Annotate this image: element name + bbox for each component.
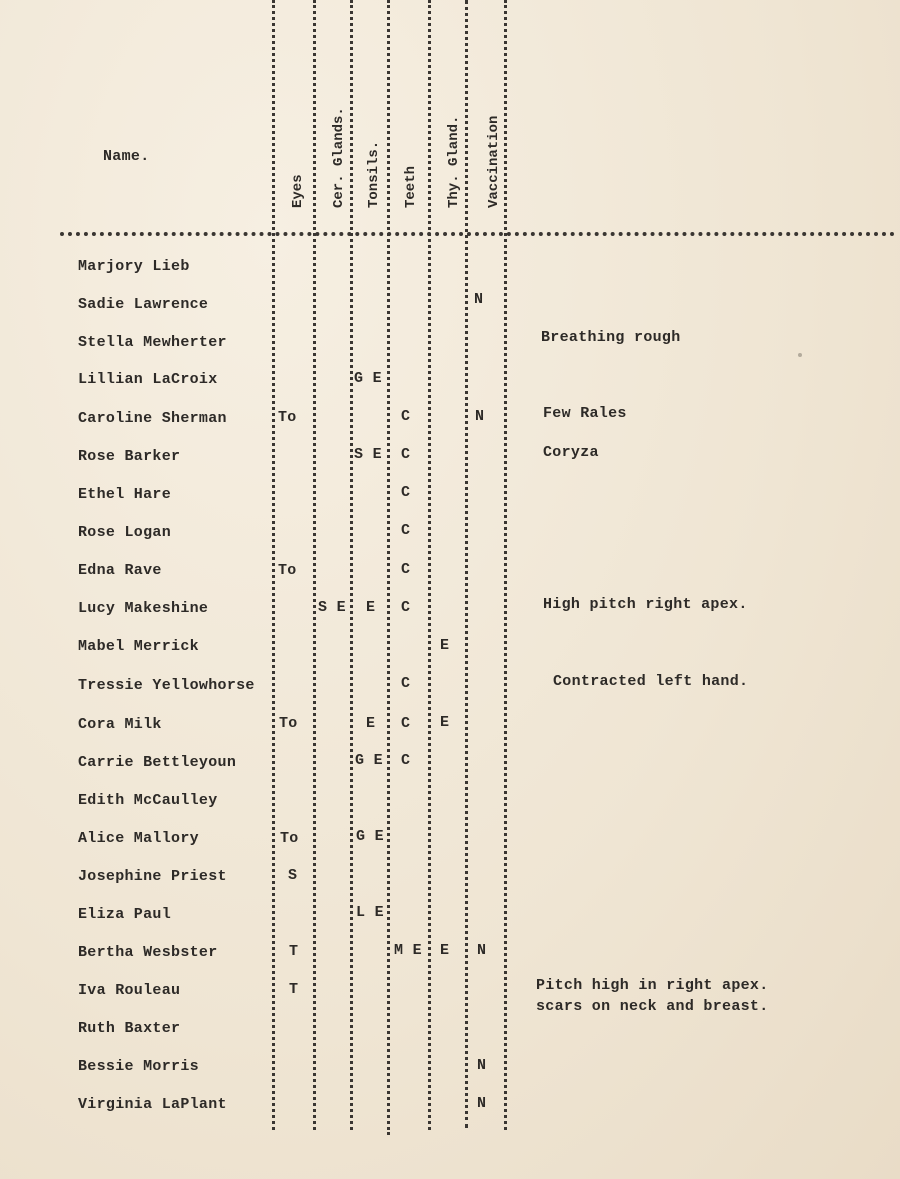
student-name: Mabel Merrick [78, 638, 199, 655]
eyes-mark: T [289, 943, 299, 960]
student-name: Edith McCaulley [78, 792, 218, 809]
vaccination-mark: N [477, 1095, 487, 1112]
column-header-cer-glands: Cer. Glands. [331, 107, 347, 208]
teeth-mark: C [401, 522, 411, 539]
column-rule [350, 0, 353, 1130]
remark-line-2: scars on neck and breast. [536, 998, 769, 1015]
thy-gland-mark: E [440, 942, 450, 959]
teeth-mark: C [401, 675, 411, 692]
remark: Pitch high in right apex. [536, 977, 769, 994]
student-name: Bertha Wesbster [78, 944, 218, 961]
eyes-mark: To [278, 562, 297, 579]
tonsils-mark: E [366, 715, 376, 732]
tonsils-mark: G E [354, 370, 382, 387]
remark: Few Rales [543, 405, 627, 422]
column-header-tonsils: Tonsils. [366, 140, 382, 208]
student-name: Ruth Baxter [78, 1020, 181, 1037]
student-name: Josephine Priest [78, 868, 227, 885]
column-header-vaccination: Vaccination [486, 115, 502, 208]
student-name: Bessie Morris [78, 1058, 199, 1075]
name-column-header: Name. [103, 148, 150, 165]
column-rule [428, 0, 431, 1130]
student-name: Sadie Lawrence [78, 296, 209, 313]
student-name: Stella Mewherter [78, 334, 227, 351]
student-name: Eliza Paul [78, 906, 172, 923]
student-name: Carrie Bettleyoun [78, 754, 237, 771]
cer-glands-mark: S E [318, 599, 346, 616]
student-name: Rose Logan [78, 524, 172, 541]
tonsils-mark: S E [354, 446, 382, 463]
column-header-thy-gland: Thy. Gland. [446, 115, 462, 208]
vaccination-mark: N [475, 408, 485, 425]
column-rule [272, 0, 275, 1130]
eyes-mark: S [288, 867, 298, 884]
student-name: Edna Rave [78, 562, 162, 579]
paper-speck [798, 353, 802, 357]
student-name: Lillian LaCroix [78, 371, 218, 388]
student-name: Tressie Yellowhorse [78, 677, 255, 694]
eyes-mark: To [278, 409, 297, 426]
remark: Breathing rough [541, 329, 681, 346]
student-name: Caroline Sherman [78, 410, 227, 427]
vaccination-mark: N [474, 291, 484, 308]
column-header-teeth: Teeth [403, 165, 419, 208]
eyes-mark: T [289, 981, 299, 998]
vaccination-mark: N [477, 942, 487, 959]
eyes-mark: To [280, 830, 299, 847]
student-name: Lucy Makeshine [78, 600, 209, 617]
teeth-mark: C [401, 752, 411, 769]
student-name: Marjory Lieb [78, 258, 190, 275]
eyes-mark: To [279, 715, 298, 732]
teeth-mark: C [401, 715, 411, 732]
student-name: Iva Rouleau [78, 982, 181, 999]
teeth-mark: C [401, 484, 411, 501]
column-header-eyes: Eyes [290, 174, 306, 208]
column-rule [504, 0, 507, 1130]
teeth-mark: C [401, 599, 411, 616]
thy-gland-mark: E [440, 637, 450, 654]
tonsils-mark: G E [355, 752, 383, 769]
teeth-mark: C [401, 561, 411, 578]
remark: Contracted left hand. [553, 673, 749, 690]
thy-gland-mark: E [440, 714, 450, 731]
student-name: Alice Mallory [78, 830, 199, 847]
teeth-mark: C [401, 446, 411, 463]
column-rule [465, 0, 468, 1128]
student-name: Virginia LaPlant [78, 1096, 227, 1113]
tonsils-mark: E [366, 599, 376, 616]
student-name: Rose Barker [78, 448, 181, 465]
tonsils-mark: G E [356, 828, 384, 845]
teeth-mark: C [401, 408, 411, 425]
remark: Coryza [543, 444, 599, 461]
student-name: Cora Milk [78, 716, 162, 733]
column-rule [387, 0, 390, 1135]
column-rule [313, 0, 316, 1130]
remark: High pitch right apex. [543, 596, 748, 613]
vaccination-mark: N [477, 1057, 487, 1074]
student-name: Ethel Hare [78, 486, 172, 503]
header-rule [60, 232, 895, 236]
teeth-mark: M E [394, 942, 422, 959]
tonsils-mark: L E [356, 904, 384, 921]
